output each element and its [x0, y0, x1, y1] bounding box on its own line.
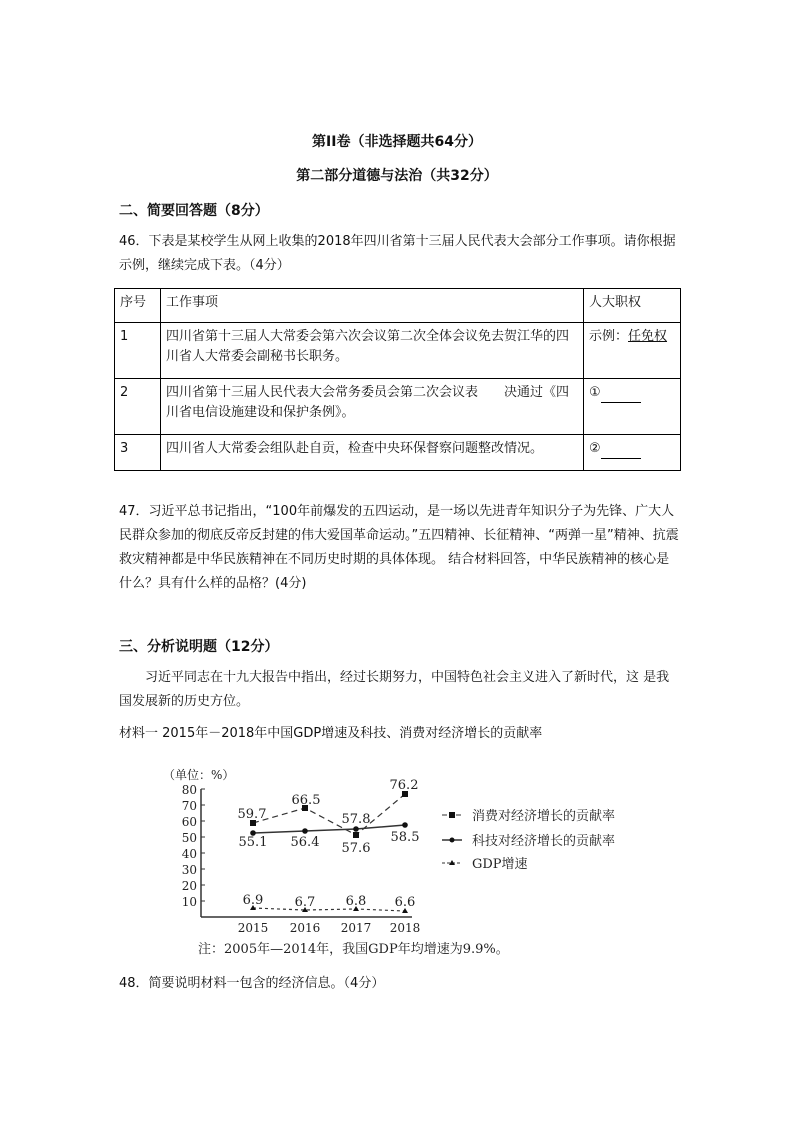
series-tech-line — [253, 825, 405, 833]
question-46-text: 46．下表是某校学生从网上收集的2018年四川省第十三届人民代表大会部分工作事项。请你根据示例，继续完成下表。（4分） — [119, 234, 676, 273]
row-item: 四川省第十三届人民代表大会常务委员会第二次会议表 决通过《四川省电信设施建设和保护条例》。 — [161, 379, 584, 435]
power-answer: 任免权 — [628, 329, 668, 344]
gdp-contribution-chart — [140, 760, 680, 965]
svg-text:50: 50 — [181, 831, 197, 845]
row-power — [584, 379, 681, 435]
svg-text:20: 20 — [181, 879, 197, 893]
svg-text:30: 30 — [181, 863, 197, 877]
table-row — [115, 379, 681, 435]
q46-table — [114, 288, 681, 471]
answer-blank-2[interactable] — [601, 444, 641, 459]
series-gdp-labels — [243, 893, 416, 910]
y-axis-ticks — [182, 783, 197, 909]
svg-text:70: 70 — [181, 799, 197, 813]
material-1-title: 材料一 2015年－2018年中国GDP增速及科技、消费对经济增长的贡献率 — [119, 726, 543, 741]
section-3-intro: 习近平同志在十九大报告中指出，经过长期努力，中国特色社会主义进入了新时代，这 是我国发展新的历史方位。 — [119, 670, 670, 709]
table-row — [115, 323, 681, 379]
svg-text:56.4: 56.4 — [290, 835, 320, 850]
svg-text:6.7: 6.7 — [294, 895, 316, 910]
row-no: 2 — [115, 379, 161, 435]
svg-text:80: 80 — [181, 783, 197, 797]
svg-text:58.5: 58.5 — [390, 830, 420, 845]
section-3-title: 三、分析说明题（12分） — [119, 639, 279, 655]
table-row — [115, 435, 681, 471]
header-item: 工作事项 — [161, 289, 584, 323]
header-power: 人大职权 — [584, 289, 681, 323]
svg-text:40: 40 — [181, 847, 197, 861]
chart-annotation: 注：2005年—2014年，我国GDP年均增速为9.9%。 — [198, 942, 509, 957]
volume-title: 第II卷（非选择题共64分） — [312, 134, 482, 150]
power-prefix: ① — [589, 385, 601, 400]
chart-unit-label: （单位：%） — [163, 768, 235, 782]
svg-text:55.1: 55.1 — [238, 835, 268, 850]
header-no: 序号 — [115, 289, 161, 323]
svg-text:57.8: 57.8 — [341, 812, 371, 827]
legend-consumption: 消费对经济增长的贡献率 — [472, 809, 616, 824]
series-tech-markers — [250, 822, 408, 836]
svg-text:66.5: 66.5 — [291, 793, 321, 808]
row-power — [584, 323, 681, 379]
svg-text:76.2: 76.2 — [389, 778, 419, 793]
row-power — [584, 435, 681, 471]
svg-text:57.6: 57.6 — [341, 841, 371, 856]
chart-legend — [442, 808, 615, 872]
answer-blank-1[interactable] — [601, 388, 641, 403]
svg-text:2016: 2016 — [289, 921, 321, 935]
svg-text:59.7: 59.7 — [237, 807, 267, 822]
part-title: 第二部分道德与法治（共32分） — [296, 168, 498, 184]
svg-text:2015: 2015 — [237, 921, 269, 935]
power-prefix: ② — [589, 441, 601, 456]
power-prefix: 示例： — [589, 329, 629, 344]
row-no: 1 — [115, 323, 161, 379]
series-gdp-line — [253, 908, 405, 911]
svg-text:6.9: 6.9 — [242, 893, 264, 908]
legend-gdp: GDP增速 — [472, 857, 528, 872]
question-47-text: 47．习近平总书记指出，“100年前爆发的五四运动，是一场以先进青年知识分子为先锋、广大人民群众参加的彻底反帝反封建的伟大爱国革命运动。”五四精神、长征精神、“两弹一星”精神、抗震救灾精神都是中华民族精神在不同历史时期的具体体现。 结合材料回答，中华民族精神的核心是什么？具有什么样的品格？(4分) — [119, 504, 679, 591]
svg-text:2018: 2018 — [389, 921, 421, 935]
svg-text:6.8: 6.8 — [345, 894, 367, 909]
svg-text:10: 10 — [181, 895, 197, 909]
row-no: 3 — [115, 435, 161, 471]
svg-text:60: 60 — [181, 815, 197, 829]
question-48-text: 48．简要说明材料一包含的经济信息。（4分） — [119, 976, 385, 991]
row-item: 四川省第十三届人大常委会第六次会议第二次全体会议免去贺江华的四川省人大常委会副秘书长职务。 — [161, 323, 584, 379]
svg-text:6.6: 6.6 — [394, 895, 416, 910]
legend-tech: 科技对经济增长的贡献率 — [472, 834, 616, 849]
series-consumption-markers — [250, 791, 408, 838]
svg-text:2017: 2017 — [340, 921, 372, 935]
series-consumption-line — [253, 794, 405, 835]
x-axis-ticks — [238, 921, 421, 935]
row-item: 四川省人大常委会组队赴自贡，检查中央环保督察问题整改情况。 — [161, 435, 584, 471]
section-2-title: 二、简要回答题（8分） — [119, 203, 269, 219]
